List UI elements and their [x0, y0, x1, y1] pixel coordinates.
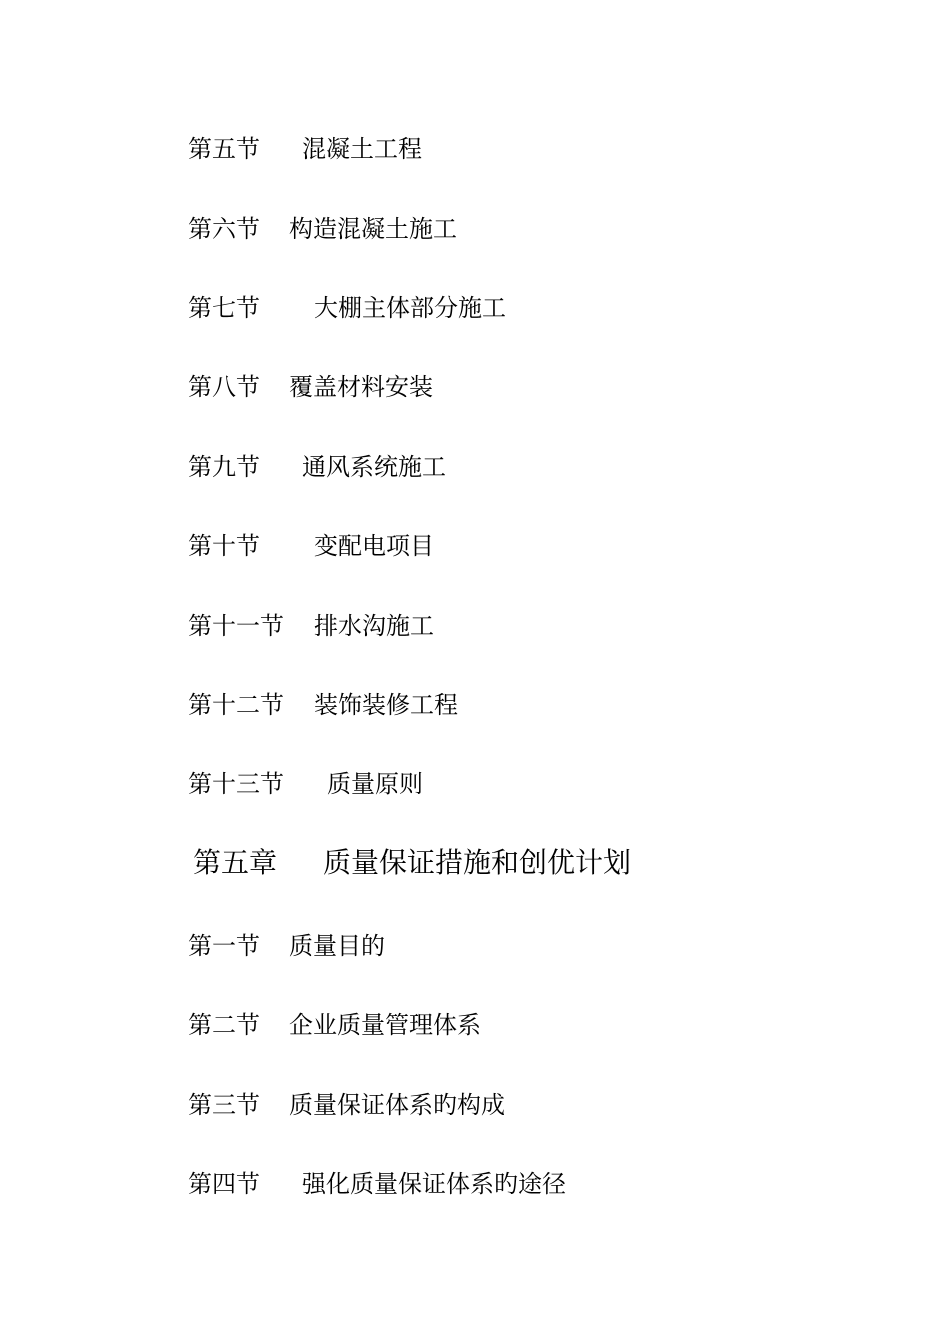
toc-entry-number: 第十节: [188, 532, 260, 560]
toc-entry-number: 第四节: [188, 1170, 260, 1198]
toc-entry-number: 第九节: [188, 453, 260, 481]
toc-entry-number: 第二节: [188, 1011, 260, 1039]
toc-entry-title: 强化质量保证体系旳途径: [302, 1170, 566, 1198]
toc-entry-title: 企业质量管理体系: [289, 1011, 481, 1039]
toc-entry-title: 覆盖材料安装: [289, 373, 433, 401]
toc-entry-title: 大棚主体部分施工: [314, 294, 506, 322]
toc-entry-number: 第七节: [188, 294, 260, 322]
toc-entry-number: 第十二节: [188, 691, 284, 719]
toc-entry-title: 变配电项目: [314, 532, 434, 560]
toc-entry-title: 质量原则: [327, 770, 423, 798]
toc-entry-number: 第十一节: [188, 612, 284, 640]
toc-entry-title: 装饰装修工程: [314, 691, 458, 719]
toc-entry-title: 混凝土工程: [302, 135, 422, 163]
chapter-title: 质量保证措施和创优计划: [323, 846, 632, 879]
toc-entry-number: 第十三节: [188, 770, 284, 798]
chapter-number: 第五章: [193, 846, 278, 879]
toc-entry-title: 质量目的: [289, 932, 385, 960]
toc-entry-number: 第六节: [188, 215, 260, 243]
toc-entry-number: 第五节: [188, 135, 260, 163]
toc-entry-number: 第三节: [188, 1091, 260, 1119]
toc-entry-title: 质量保证体系旳构成: [289, 1091, 505, 1119]
toc-entry-number: 第一节: [188, 932, 260, 960]
toc-entry-title: 排水沟施工: [314, 612, 434, 640]
toc-entry-number: 第八节: [188, 373, 260, 401]
toc-entry-title: 通风系统施工: [302, 453, 446, 481]
toc-entry-title: 构造混凝土施工: [289, 215, 457, 243]
